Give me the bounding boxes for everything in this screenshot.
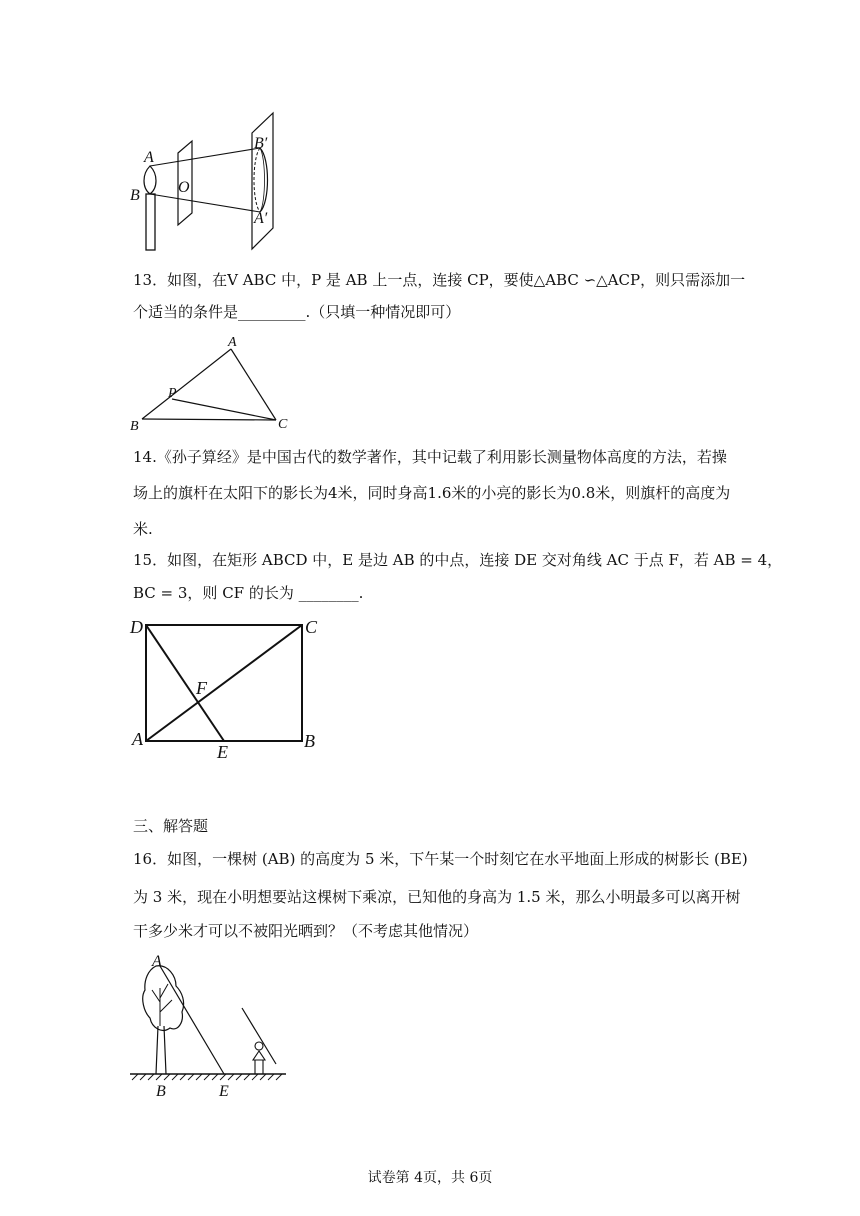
q13-line2: 个适当的条件是_________.（只填一种情况即可） [133, 303, 461, 321]
tree-trunk [156, 1026, 166, 1074]
screen-board [252, 113, 273, 249]
tree-shadow-figure [128, 952, 293, 1102]
label-O: O [178, 179, 190, 196]
q16-line3: 干多少米才可以不被阳光晒到？（不考虑其他情况） [133, 922, 479, 940]
q13-line1: 13．如图，在V ABC 中，P 是 AB 上一点，连接 CP，要使△ABC ∽△ACP，则只需添加一 [133, 271, 746, 289]
candle-flame [144, 166, 156, 194]
label-C: C [278, 417, 288, 432]
q16-line2: 为 3 米，现在小明想要站这棵树下乘凉，已知他的身高为 1.5 米，那么小明最多可以离开树 [133, 888, 741, 906]
label-B: B [156, 1083, 166, 1100]
label-A: A [228, 335, 237, 350]
label-A-prime: A′ [254, 210, 268, 227]
label-B: B [130, 187, 140, 204]
label-B: B [304, 731, 315, 751]
rectangle-figure [128, 612, 328, 764]
candle-body [146, 194, 155, 250]
label-E: E [217, 742, 228, 762]
section-heading: 三、解答题 [133, 817, 209, 835]
page-footer: 试卷第 4页，共 6页 [367, 1170, 493, 1186]
label-A: A [152, 953, 162, 970]
q15-line2: BC = 3，则 CF 的长为 ________. [133, 584, 364, 602]
label-E: E [219, 1083, 229, 1100]
label-A: A [132, 729, 143, 749]
image-ellipse [254, 148, 260, 212]
label-C: C [305, 617, 318, 637]
tree-canopy [143, 966, 184, 1031]
label-P: P [168, 386, 177, 401]
label-A: A [144, 149, 154, 166]
q16-line1: 16．如图，一棵树 (AB) 的高度为 5 米，下午某一个时刻它在水平地面上形成的树影长 (BE) [133, 850, 748, 868]
person-figure [253, 1042, 265, 1074]
q14-line3: 米. [133, 520, 153, 538]
label-B: B [130, 419, 139, 434]
label-B-prime: B′ [254, 135, 268, 152]
q14-line2: 场上的旗杆在太阳下的影长为4米，同时身高1.6米的小亮的影长为0.8米，则旗杆的高度为 [133, 484, 731, 502]
projection-figure [128, 108, 288, 258]
label-D: D [130, 617, 143, 637]
triangle-figure [128, 332, 298, 437]
q14-line1: 14.《孙子算经》是中国古代的数学著作，其中记载了利用影长测量物体高度的方法，若操 [133, 448, 727, 466]
q15-line1: 15．如图，在矩形 ABCD 中，E 是边 AB 的中点，连接 DE 交对角线 AC 于点 F，若 AB = 4， [133, 551, 783, 569]
label-F: F [196, 678, 207, 698]
